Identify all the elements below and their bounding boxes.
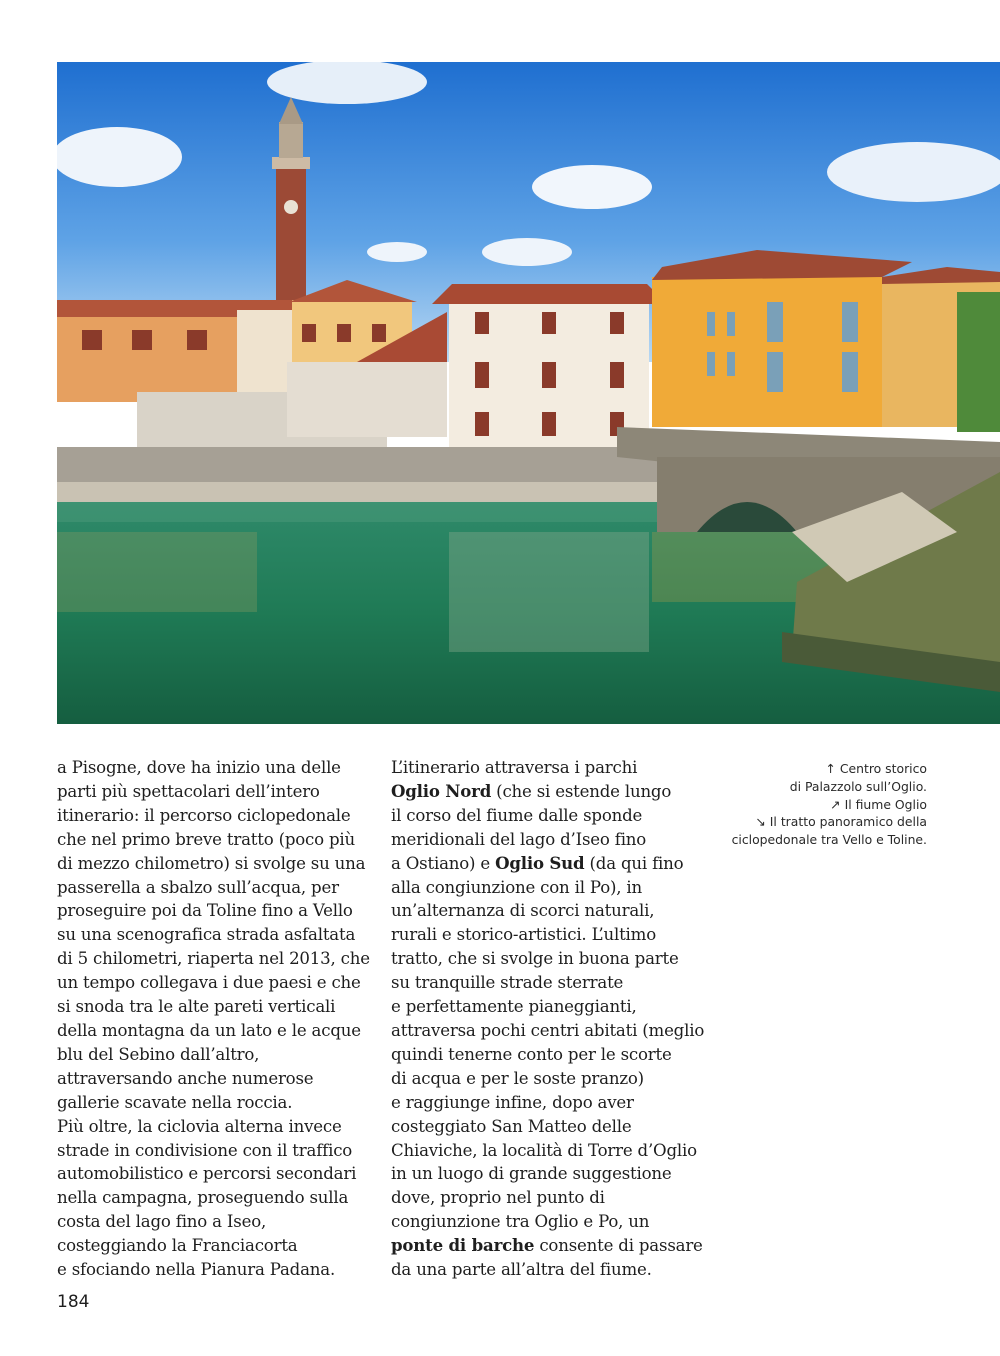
text-line: si snoda tra le alte pareti verticali bbox=[57, 997, 336, 1017]
caption-line: di Palazzolo sull’Oglio. bbox=[789, 778, 927, 794]
landscape-image-icon bbox=[57, 62, 1000, 724]
text-line: attraversando anche numerose bbox=[57, 1068, 314, 1088]
text-line bbox=[391, 852, 706, 876]
text-line: in un luogo di grande suggestione bbox=[391, 1164, 672, 1184]
text-line: su una scenografica strada asfaltata bbox=[57, 925, 356, 945]
photo-palazzolo bbox=[57, 62, 1000, 724]
text-line bbox=[391, 1234, 706, 1258]
text-line: a Pisogne, dove ha inizio una delle bbox=[57, 758, 341, 777]
text-fragment: (da qui fino bbox=[584, 853, 684, 873]
text-line: su tranquille strade sterrate bbox=[391, 973, 624, 993]
text-fragment: consente di passare bbox=[534, 1236, 703, 1256]
photo-captions bbox=[700, 760, 927, 849]
arrow-up-right-icon: ↗ bbox=[830, 796, 841, 812]
text-line: blu del Sebino dall’altro, bbox=[57, 1044, 260, 1064]
text-line: di mezzo chilometro) si svolge su una bbox=[57, 853, 366, 873]
text-line: Chiaviche, la località di Torre d’Oglio bbox=[391, 1140, 697, 1160]
text-line: di acqua e per le soste pranzo) bbox=[391, 1068, 644, 1088]
caption-text: Il fiume Oglio bbox=[840, 796, 927, 812]
text-line: dove, proprio nel punto di bbox=[391, 1188, 605, 1208]
text-column-right bbox=[391, 756, 706, 1282]
text-line: e raggiunge infine, dopo aver bbox=[391, 1092, 634, 1112]
text-line: costa del lago fino a Iseo, bbox=[57, 1212, 267, 1232]
caption-line bbox=[700, 796, 927, 814]
text-line: un tempo collegava i due paesi e che bbox=[57, 973, 361, 993]
text-line: attraversa pochi centri abitati (meglio bbox=[391, 1020, 705, 1040]
text-line: alla congiunzione con il Po), in bbox=[391, 877, 643, 897]
text-line: automobilistico e percorsi secondari bbox=[57, 1164, 357, 1184]
caption-line bbox=[700, 813, 927, 831]
text-line: che nel primo breve tratto (poco più bbox=[57, 829, 356, 849]
text-line: un’alternanza di scorci naturali, bbox=[391, 901, 655, 921]
caption-line: ciclopedonale tra Vello e Toline. bbox=[731, 832, 927, 848]
text-line: della montagna da un lato e le acque bbox=[57, 1020, 361, 1040]
bold-term-oglio-sud: Oglio Sud bbox=[495, 852, 585, 873]
arrow-up-icon: ↑ bbox=[825, 761, 836, 776]
text-line: da una parte all’altra del fiume. bbox=[391, 1260, 652, 1280]
page-number: 184 bbox=[57, 1292, 90, 1312]
text-line: rurali e storico-artistici. L’ultimo bbox=[391, 925, 656, 945]
text-line bbox=[391, 780, 706, 804]
text-line: passerella a sbalzo sull’acqua, per bbox=[57, 877, 339, 897]
caption-line bbox=[700, 760, 927, 778]
text-line: costeggiando la Franciacorta bbox=[57, 1236, 298, 1256]
text-line: strade in condivisione con il traffico bbox=[57, 1140, 353, 1160]
text-line: L’itinerario attraversa i parchi bbox=[391, 758, 638, 777]
text-column-left bbox=[57, 756, 370, 1282]
text-fragment: a Ostiano) e bbox=[391, 853, 496, 873]
caption-text: Il tratto panoramico della bbox=[765, 814, 927, 830]
text-line: parti più spettacolari dell’intero bbox=[57, 781, 320, 801]
arrow-down-right-icon: ↘ bbox=[755, 814, 766, 830]
text-line: Più oltre, la ciclovia alterna invece bbox=[57, 1116, 342, 1136]
caption-text: Centro storico bbox=[835, 761, 927, 776]
bold-term-oglio-nord: Oglio Nord bbox=[391, 780, 492, 801]
text-fragment: (che si estende lungo bbox=[491, 781, 672, 801]
text-line: il corso del fiume dalle sponde bbox=[391, 805, 643, 825]
text-line: e perfettamente pianeggianti, bbox=[391, 997, 637, 1017]
text-line: di 5 chilometri, riaperta nel 2013, che bbox=[57, 949, 370, 969]
text-line: quindi tenerne conto per le scorte bbox=[391, 1044, 672, 1064]
bold-term-ponte-di-barche: ponte di barche bbox=[391, 1235, 535, 1256]
text-line: nella campagna, proseguendo sulla bbox=[57, 1188, 349, 1208]
text-line: proseguire poi da Toline fino a Vello bbox=[57, 901, 353, 921]
text-line: congiunzione tra Oglio e Po, un bbox=[391, 1212, 650, 1232]
text-line: gallerie scavate nella roccia. bbox=[57, 1092, 293, 1112]
text-line: meridionali del lago d’Iseo fino bbox=[391, 829, 647, 849]
text-line: itinerario: il percorso ciclopedonale bbox=[57, 805, 351, 825]
text-line: tratto, che si svolge in buona parte bbox=[391, 949, 679, 969]
text-line: costeggiato San Matteo delle bbox=[391, 1116, 632, 1136]
text-line: e sfociando nella Pianura Padana. bbox=[57, 1260, 336, 1280]
